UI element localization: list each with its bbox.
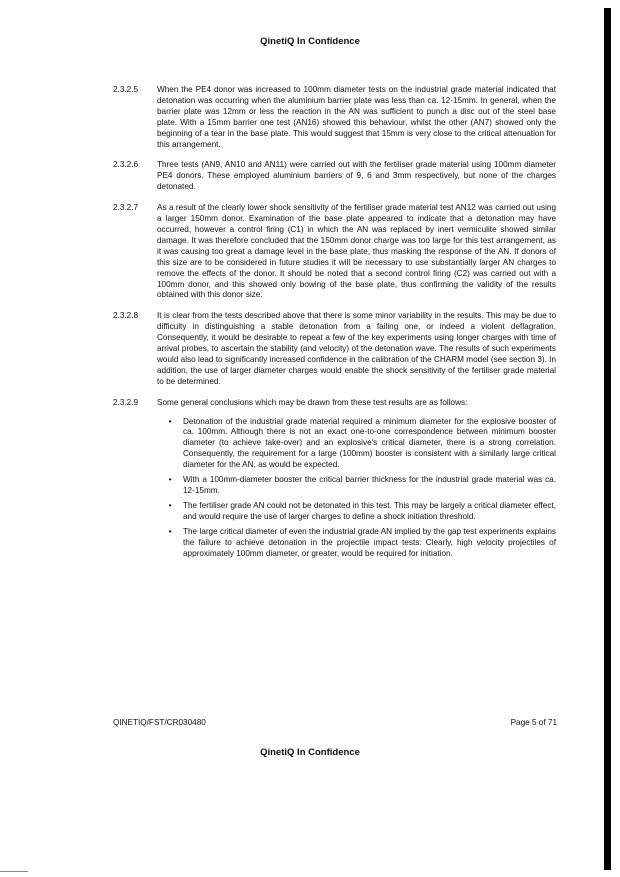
section-text: Some general conclusions which may be drawn from these test results are as follows: (157, 397, 468, 407)
section-2-3-2-5 (113, 85, 556, 150)
document-body (113, 85, 556, 573)
section-body (157, 398, 556, 564)
scan-edge-bar (604, 8, 611, 870)
bullet-icon: • (168, 526, 172, 536)
section-2-3-2-9 (113, 398, 556, 564)
list-item-text: With a 100mm-diameter booster the critical barrier thickness for the industrial grade material was ca. 12-15mm. (183, 475, 556, 495)
page-number: Page 5 of 71 (510, 718, 557, 727)
bullet-icon: • (168, 416, 172, 426)
section-number: 2.3.2.9 (113, 397, 139, 407)
section-text: Three tests (AN9, AN10 and AN11) were carried out with the fertiliser grade material using 100mm diameter PE4 donors. These employed aluminium barriers of 9, 6 and 3mm respectively, but none of the charges detonated. (157, 160, 556, 192)
list-item-text: The large critical diameter of even the industrial grade AN implied by the gap test experiments explains the failure to achieve detonation in the projectile impact tests. Clearly, high velocity projectiles of approximately 100mm diameter, or greater, would be required for initiation. (183, 526, 556, 558)
section-number: 2.3.2.6 (113, 160, 139, 170)
section-text: When the PE4 donor was increased to 100mm diameter tests on the industrial grade material indicated that detonation was occurring when the aluminium barrier plate was less than ca. 12-15mm. In general, when the barrier plate was 12mm or less the reaction in the AN was sufficient to punch a disc out of the steel base plate. With a 15mm barrier one test (AN16) showed this behaviour, whilst the other (AN7) showed only the beginning of a tear in the base plate. This would suggest that 15mm is very close to the critical attenuation for this arrangement. (157, 85, 556, 149)
list-item-text: Detonation of the industrial grade material required a minimum diameter for the explosive booster of ca. 100mm. Although there is not an exact one-to-one correspondence between minimum booster diameter (to achieve take-over) and an explosive's critical diameter, there is a strong correlation. Consequently, the requirement for a large (100mm) booster is consistent with a similarly large critical diameter for the AN, as would be expected. (183, 416, 556, 470)
list-item (157, 501, 556, 523)
list-item (157, 527, 556, 560)
section-2-3-2-7 (113, 203, 556, 301)
bullet-icon: • (168, 475, 172, 485)
conclusions-list (157, 417, 556, 560)
section-text: It is clear from the tests described above that there is some minor variability in the results. This may be due to difficulty in distinguishing a stable detonation from a failing one, or indeed a violent deflagration. Consequently, it would be desirable to repeat a few of the key experiments using longer charges with time of arrival probes, to ascertain the stability (and velocity) of the detonation wave. The results of such experiments would also lead to significantly increased confidence in the calibration of the CHARM model (see section 3). In addition, the use of larger diameter charges would enable the shock sensitivity of the fertiliser grade material to be determined. (157, 311, 556, 386)
section-number: 2.3.2.7 (113, 203, 139, 213)
scan-corner-mark (0, 871, 28, 872)
list-item (157, 417, 556, 472)
document-reference: QINETIQ/FST/CR030480 (113, 718, 206, 727)
section-number: 2.3.2.5 (113, 85, 139, 94)
bullet-icon: • (168, 500, 172, 510)
list-item (157, 475, 556, 497)
section-text: As a result of the clearly lower shock sensitivity of the fertiliser grade material test AN12 was carried out using a larger 150mm donor. Examination of the base plate appeared to indicate that a detonation may have occurred, however a control firing (C1) in which the AN was replaced by inert vermiculite showed similar damage. It was therefore concluded that the 150mm donor charge was too large for this test arrangement, as it was causing too great a damage level in the base plate, thus masking the response of the AN. If donors of this size are to be considered in future studies it will be necessary to use substantially larger AN charges to remove the effects of the donor. It should be noted that a second control firing (C2) was carried out with a 100mm donor, and this showed only bowing of the base plate, thus confirming the validity of the results obtained with this donor size. (157, 203, 556, 300)
section-2-3-2-6 (113, 160, 556, 193)
section-2-3-2-8 (113, 311, 556, 387)
list-item-text: The fertiliser grade AN could not be detonated in this test. This may be largely a critical diameter effect, and would require the use of larger charges to define a shock initiation threshold. (183, 500, 556, 521)
section-number: 2.3.2.8 (113, 311, 139, 321)
header-classification: QinetiQ In Confidence (260, 36, 360, 47)
footer-classification: QinetiQ In Confidence (260, 747, 360, 758)
